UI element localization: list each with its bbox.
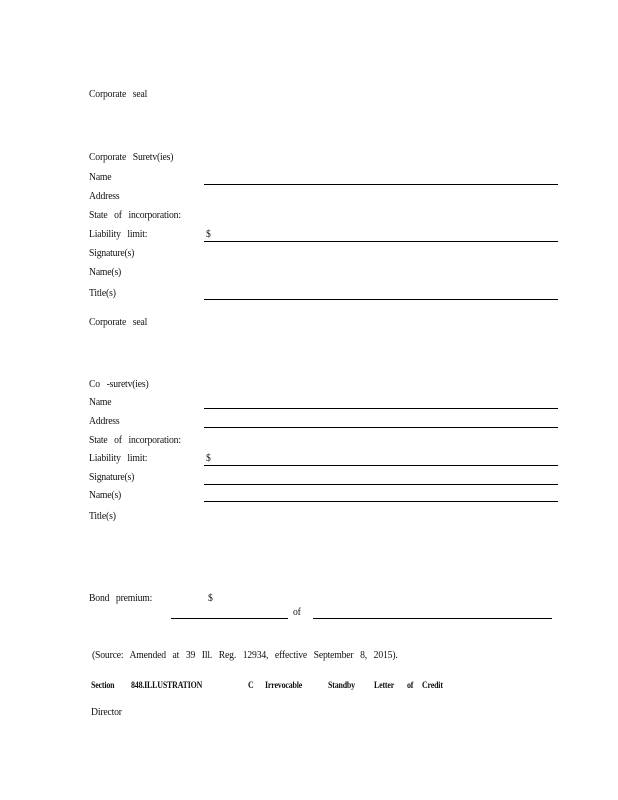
bond-premium-currency: $ [208, 592, 213, 604]
co-surety-titles-label: Title(s) [89, 510, 116, 522]
surety-signatures-label: Signature(s) [89, 247, 135, 259]
surety-titles-label: Title(s) [89, 287, 116, 299]
surety-liability-label: Liability limit: [89, 228, 148, 240]
section-letter-c: C [248, 680, 254, 690]
co-surety-address-label: Address [89, 415, 120, 427]
corporate-surety-heading: Corporate Suretv(ies) [89, 151, 174, 163]
co-surety-liability-label: Liability limit: [89, 452, 148, 464]
surety-liability-line[interactable] [204, 241, 558, 242]
co-surety-liability-line[interactable] [204, 465, 558, 466]
bond-premium-label: Bond premium: [89, 592, 153, 604]
co-surety-address-line[interactable] [204, 427, 558, 428]
section-number-title: 848.ILLUSTRATION [131, 680, 203, 690]
source-note: (Source: Amended at 39 Ill. Reg. 12934, effective September 8, 2015). [92, 649, 398, 661]
co-surety-liability-currency: $ [206, 452, 211, 464]
section-standby: Standby [328, 680, 355, 690]
director-label: Director [91, 706, 122, 718]
corporate-seal-label-2: Corporate seal [89, 316, 148, 328]
section-of: of [407, 680, 414, 690]
surety-titles-line[interactable] [204, 299, 558, 300]
surety-liability-currency: $ [206, 228, 211, 240]
co-surety-signatures-line[interactable] [204, 484, 558, 485]
co-surety-name-line[interactable] [204, 408, 558, 409]
co-surety-names-label: Name(s) [89, 489, 122, 501]
bond-premium-of-line[interactable] [313, 618, 552, 619]
co-surety-signatures-label: Signature(s) [89, 471, 135, 483]
co-surety-name-label: Name [89, 396, 112, 408]
surety-names-label: Name(s) [89, 266, 122, 278]
surety-name-line[interactable] [204, 184, 558, 185]
bond-premium-of: of [293, 606, 301, 618]
section-credit: Credit [422, 680, 443, 690]
section-word: Section [91, 680, 115, 690]
surety-name-label: Name [89, 171, 112, 183]
co-surety-heading: Co -suretv(ies) [89, 378, 149, 390]
bond-premium-amount-line[interactable] [171, 618, 288, 619]
co-surety-names-line[interactable] [204, 501, 558, 502]
corporate-seal-label-1: Corporate seal [89, 88, 148, 100]
surety-address-label: Address [89, 190, 120, 202]
section-letter-word: Letter [374, 680, 395, 690]
co-surety-state-label: State of incorporation: [89, 434, 181, 446]
surety-state-label: State of incorporation: [89, 209, 181, 221]
section-irrevocable: Irrevocable [265, 680, 303, 690]
